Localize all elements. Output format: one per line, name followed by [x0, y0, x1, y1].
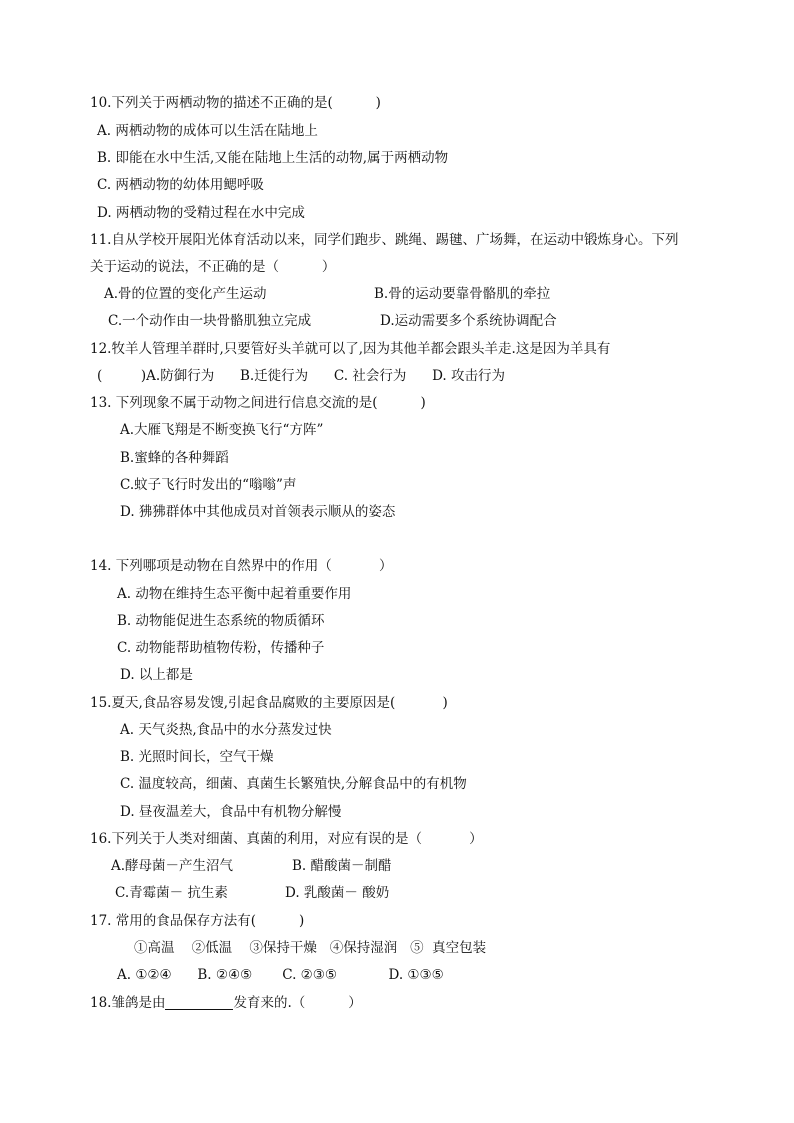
question-13-option-a: A.大雁飞翔是不断变换飞行“方阵” [120, 422, 324, 438]
question-13-option-c: C.蚊子飞行时发出的“嗡嗡”声 [120, 477, 297, 493]
question-14-stem: 14. 下列哪项是动物在自然界中的作用（ ） [90, 558, 393, 574]
question-11-stem-cont: 关于运动的说法，不正确的是（ ） [90, 259, 336, 275]
question-12-options: ( )A.防御行为 B.迁徙行为 C. 社会行为 D. 攻击行为 [97, 368, 506, 384]
question-17-stem: 17. 常用的食品保存方法有( ) [90, 913, 305, 929]
question-10-option-c: C. 两栖动物的幼体用鳃呼吸 [97, 177, 264, 193]
question-15-option-b: B. 光照时间长，空气干燥 [120, 749, 274, 765]
question-18-stem-start: 18.雏鸽是由 [90, 995, 166, 1011]
question-13-option-b: B.蜜蜂的各种舞蹈 [120, 450, 229, 466]
question-16-option-c: C.青霉菌－ 抗生素 [115, 885, 228, 901]
question-18-stem [90, 994, 362, 1012]
question-14-option-c: C. 动物能帮助植物传粉，传播种子 [117, 640, 325, 656]
question-13-stem: 13. 下列现象不属于动物之间进行信息交流的是( ) [90, 395, 426, 411]
answer-blank[interactable] [165, 995, 233, 1010]
question-10-stem: 10.下列关于两栖动物的描述不正确的是( ) [90, 95, 381, 111]
question-14-option-d: D. 以上都是 [120, 667, 193, 683]
question-16-stem: 16.下列关于人类对细菌、真菌的利用，对应有误的是（ ） [90, 831, 483, 847]
question-13-option-d: D. 狒狒群体中其他成员对首领表示顺从的姿态 [120, 504, 396, 520]
question-10-option-a: A. 两栖动物的成体可以生活在陆地上 [97, 123, 318, 139]
question-15-option-c: C. 温度较高，细菌、真菌生长繁殖快,分解食品中的有机物 [120, 776, 467, 792]
question-11-option-d: D.运动需要多个系统协调配合 [380, 313, 557, 329]
question-14-option-b: B. 动物能促进生态系统的物质循环 [117, 613, 325, 629]
question-14-option-a: A. 动物在维持生态平衡中起着重要作用 [117, 586, 352, 602]
question-16-option-b: B. 醋酸菌－制醋 [292, 858, 392, 874]
question-15-option-a: A. 天气炎热,食品中的水分蒸发过快 [120, 722, 332, 738]
question-11-stem: 11.自从学校开展阳光体育活动以来，同学们跑步、跳绳、踢毽、广场舞，在运动中锻炼身心。下列 [90, 232, 679, 248]
question-18-stem-end: 发育来的.（ ） [233, 995, 362, 1011]
question-10-option-d: D. 两栖动物的受精过程在水中完成 [97, 205, 305, 221]
question-11-option-a: A.骨的位置的变化产生运动 [104, 286, 267, 302]
question-16-option-d: D. 乳酸菌－ 酸奶 [285, 885, 390, 901]
question-11-option-b: B.骨的运动要靠骨骼肌的牵拉 [374, 286, 551, 302]
question-17-methods: ①高温 ②低温 ③保持干燥 ④保持湿润 ⑤ 真空包装 [134, 940, 487, 956]
question-15-stem: 15.夏天,食品容易发馊,引起食品腐败的主要原因是( ) [90, 695, 448, 711]
question-15-option-d: D. 昼夜温差大，食品中有机物分解慢 [120, 804, 342, 820]
question-16-option-a: A.酵母菌－产生沼气 [111, 858, 234, 874]
question-17-options: A. ①②④ B. ②④⑤ C. ②③⑤ D. ①③⑤ [117, 967, 444, 983]
question-11-option-c: C.一个动作由一块骨骼肌独立完成 [108, 313, 312, 329]
question-10-option-b: B. 即能在水中生活,又能在陆地上生活的动物,属于两栖动物 [97, 150, 449, 166]
question-12-stem: 12.牧羊人管理羊群时,只要管好头羊就可以了,因为其他羊都会跟头羊走.这是因为羊具有 [90, 341, 611, 357]
